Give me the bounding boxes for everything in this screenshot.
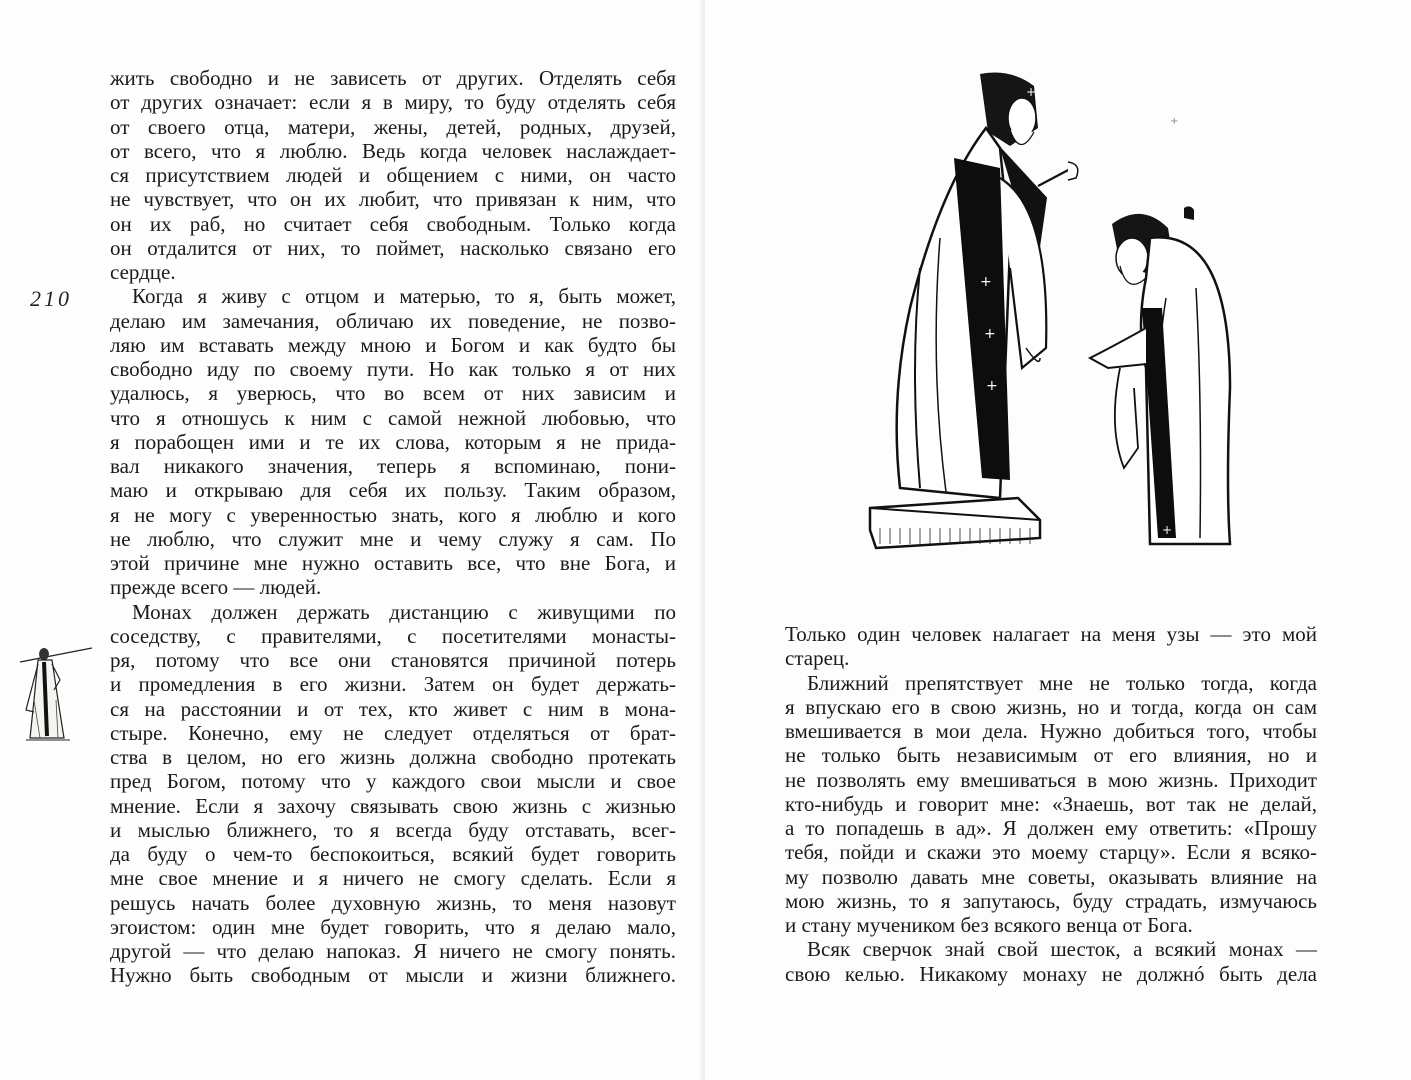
text-line: ляю им вставать между мною и Богом и как будто бы <box>110 332 676 357</box>
text-line: я впускаю его в свою жизнь, но и тогда, когда он сам <box>785 694 1317 719</box>
text-line: вмешивается в мои дела. Нужно добиться того, чтобы <box>785 719 1317 743</box>
svg-text:+: + <box>1026 85 1037 99</box>
text-line: и стану мучеником без всякого венца от Бога. <box>785 913 1193 937</box>
page-number: 210 <box>30 286 72 311</box>
text-line: тебя, пойди и скажи это моему старцу». Если я всяко- <box>785 840 1317 865</box>
text-line: не люблю, что служит мне и чему служу я сам. По <box>110 526 676 551</box>
text-line: ря, потому что все они становятся причиной потерь <box>110 648 676 672</box>
text-line: ся присутствием людей и общением с ними, он часто <box>110 163 676 187</box>
text-line: Всяк сверчок знай свой шесток, а всякий монах — <box>807 937 1317 962</box>
text-line: Только один человек налагает на меня узы — это мой <box>785 622 1317 646</box>
text-line: соседству, с правителями, с посетителями монасты- <box>110 623 676 648</box>
text-line: Когда я живу с отцом и матерью, то я, быть может, <box>132 284 676 309</box>
right-text-column <box>785 622 1317 986</box>
text-line: а то попадешь в ад». Я должен ему ответить: «Прошу <box>785 816 1317 840</box>
text-line: му позволю давать мне советы, оказывать влияние на <box>785 864 1317 889</box>
text-line: свою келью. Никакому монаху не должнó быть дела <box>785 961 1317 986</box>
text-line: от своего отца, матери, жены, детей, родных, друзей, <box>110 114 676 139</box>
text-line: он отдалится от них, то поймет, насколько связано его <box>110 235 676 260</box>
text-line: прежде всего — людей. <box>110 575 322 600</box>
text-line: не чувствует, что он их любит, что привязан к ним, что <box>110 187 676 212</box>
text-line: мнение. Если я захочу связывать свою жизнь с жизнью <box>110 793 676 818</box>
text-line: кто-нибудь и говорит мне: «Знаешь, вот так не делай, <box>785 791 1317 816</box>
left-text-column <box>110 66 676 988</box>
text-line: другой — что делаю напоказ. Я ничего не смогу понять. <box>110 939 676 963</box>
margin-monk-figure <box>14 640 96 750</box>
text-line: делаю им замечания, обличаю их поведение, не позво- <box>110 308 676 333</box>
text-line: что я отношусь к ним с самой нежной любовью, что <box>110 405 676 430</box>
text-line: удалюсь, я уверюсь, что во всем от них зависим и <box>110 381 676 406</box>
text-line: Монах должен держать дистанцию с живущими по <box>132 599 676 624</box>
text-line: Нужно быть свободным от мысли и жизни ближнего. <box>110 963 676 988</box>
text-line: мою жизнь, то я запутаюсь, буду страдать, измучаюсь <box>785 888 1317 913</box>
text-line: не только быть независимым от его влияния, но и <box>785 743 1317 768</box>
text-line: вал никакого значения, теперь я вспоминаю, пони- <box>110 454 676 478</box>
svg-text:+: + <box>980 274 992 290</box>
text-line: мне свое мнение и я ничего не смогу сделать. Если я <box>110 866 676 891</box>
text-line: от других означает: если я в миру, то буду отделять себя <box>110 90 676 115</box>
text-line: и промедления в его жизни. Затем он будет держать- <box>110 672 676 697</box>
text-line: свободно иду по своему пути. Но как только я от них <box>110 357 676 381</box>
text-line: я порабощен ими и те их слова, которым я не прида- <box>110 429 676 454</box>
text-line: стыре. Конечно, ему не следует отделяться от брат- <box>110 720 676 745</box>
text-line: он их раб, но считает себя свободным. Только когда <box>110 211 676 236</box>
text-line: эгоистом: один мне будет говорить, что я делаю мало, <box>110 914 676 939</box>
monks-illustration <box>850 68 1290 568</box>
text-line: Ближний препятствует мне не только тогда, когда <box>807 670 1317 695</box>
svg-text:+: + <box>1162 523 1173 537</box>
text-line: жить свободно и не зависеть от других. Отделять себя <box>110 66 676 90</box>
text-line: сердце. <box>110 260 176 284</box>
text-line: маю и открываю для себя их пользу. Таким образом, <box>110 478 676 503</box>
text-line: не позволять ему вмешиваться в мою жизнь. Приходит <box>785 767 1317 792</box>
svg-text:+: + <box>984 326 996 342</box>
text-line: решусь начать более духовную жизнь, то меня назовут <box>110 890 676 915</box>
text-line: старец. <box>785 646 850 671</box>
svg-text:+: + <box>1170 116 1179 127</box>
text-line: и мыслью ближнего, то я всегда буду отставать, всег- <box>110 817 676 842</box>
left-page <box>0 0 705 1080</box>
text-line: пред Богом, потому что у каждого свои мысли и свое <box>110 769 676 794</box>
text-line: да буду о чем-то беспокоиться, всякий будет говорить <box>110 842 676 866</box>
text-line: от всего, что я люблю. Ведь когда человек наслаждает- <box>110 138 676 163</box>
svg-text:+: + <box>986 378 998 394</box>
text-line: этой причине мне нужно оставить все, что вне Бога, и <box>110 551 676 575</box>
text-line: ства в целом, но его жизнь должна свободно протекать <box>110 745 676 769</box>
text-line: я не могу с уверенностью знать, кого я люблю и кого <box>110 502 676 527</box>
text-line: ся на расстоянии и от тех, кто живет с ним в мона- <box>110 696 676 721</box>
